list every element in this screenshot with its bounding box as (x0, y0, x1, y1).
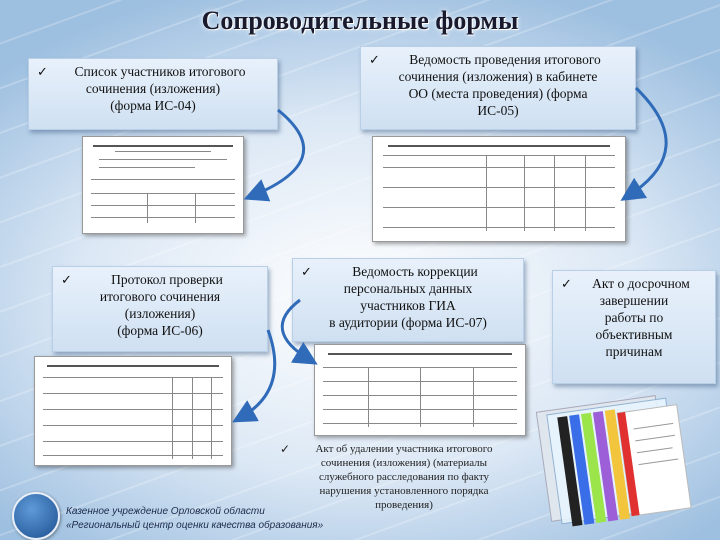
early-completion-line-2: завершении (599, 293, 669, 308)
removal-act-line-4: нарушения установленного порядка (319, 485, 489, 497)
form-is07-line-4: в аудитории (форма ИС-07) (329, 315, 487, 330)
early-completion-line-4: объективным (595, 327, 673, 342)
form-is04-line-1: Список участников итогового (74, 64, 246, 79)
form-is07-line-1: Ведомость коррекции (352, 264, 478, 279)
early-completion-line-1: Акт о досрочном (592, 276, 690, 291)
form-is06-line-4: (форма ИС-06) (117, 323, 203, 338)
form-is07-line-2: персональных данных (343, 281, 473, 296)
removal-act-line-2: сочинения (изложения) (материалы (320, 457, 488, 469)
page-title: Сопроводительные формы (201, 6, 519, 35)
form-is06-line-2: итогового сочинения (99, 289, 221, 304)
form-is05-line-3: ОО (места проведения) (форма (408, 86, 588, 101)
footer-line-2: «Региональный центр оценки качества образования» (66, 520, 324, 531)
removal-act-line-3: служебного расследования по факту (318, 471, 490, 483)
organization-footer (66, 505, 323, 533)
form-is05-line-1: Ведомость проведения итогового (409, 52, 601, 67)
arrow-is07 (282, 300, 310, 360)
form-is06-line-3: (изложения) (124, 306, 196, 321)
form-is05-line-4: ИС-05) (477, 103, 519, 118)
removal-act-line-1: Акт об удалении участника итогового (315, 443, 493, 455)
arrow-is06 (240, 330, 275, 418)
check-icon: ✓ (369, 52, 380, 67)
removal-act-line-5: проведения) (375, 499, 433, 511)
early-completion-line-3: работы по (604, 310, 664, 325)
arrow-is04 (252, 110, 304, 196)
form-is07-line-3: участников ГИА (360, 298, 456, 313)
check-icon: ✓ (301, 264, 312, 279)
check-icon: ✓ (61, 272, 72, 287)
form-is06-line-1: Протокол проверки (111, 272, 223, 287)
arrow-is05 (628, 88, 666, 196)
form-is04-line-2: сочинения (изложения) (85, 81, 221, 96)
check-icon: ✓ (280, 442, 291, 456)
check-icon: ✓ (561, 276, 572, 291)
check-icon: ✓ (37, 64, 48, 79)
organization-logo (12, 492, 60, 540)
form-is04-line-3: (форма ИС-04) (110, 98, 196, 113)
footer-line-1: Казенное учреждение Орловской области (66, 506, 265, 517)
form-is05-line-2: сочинения (изложения) в кабинете (398, 69, 598, 84)
early-completion-line-5: причинам (605, 344, 663, 359)
